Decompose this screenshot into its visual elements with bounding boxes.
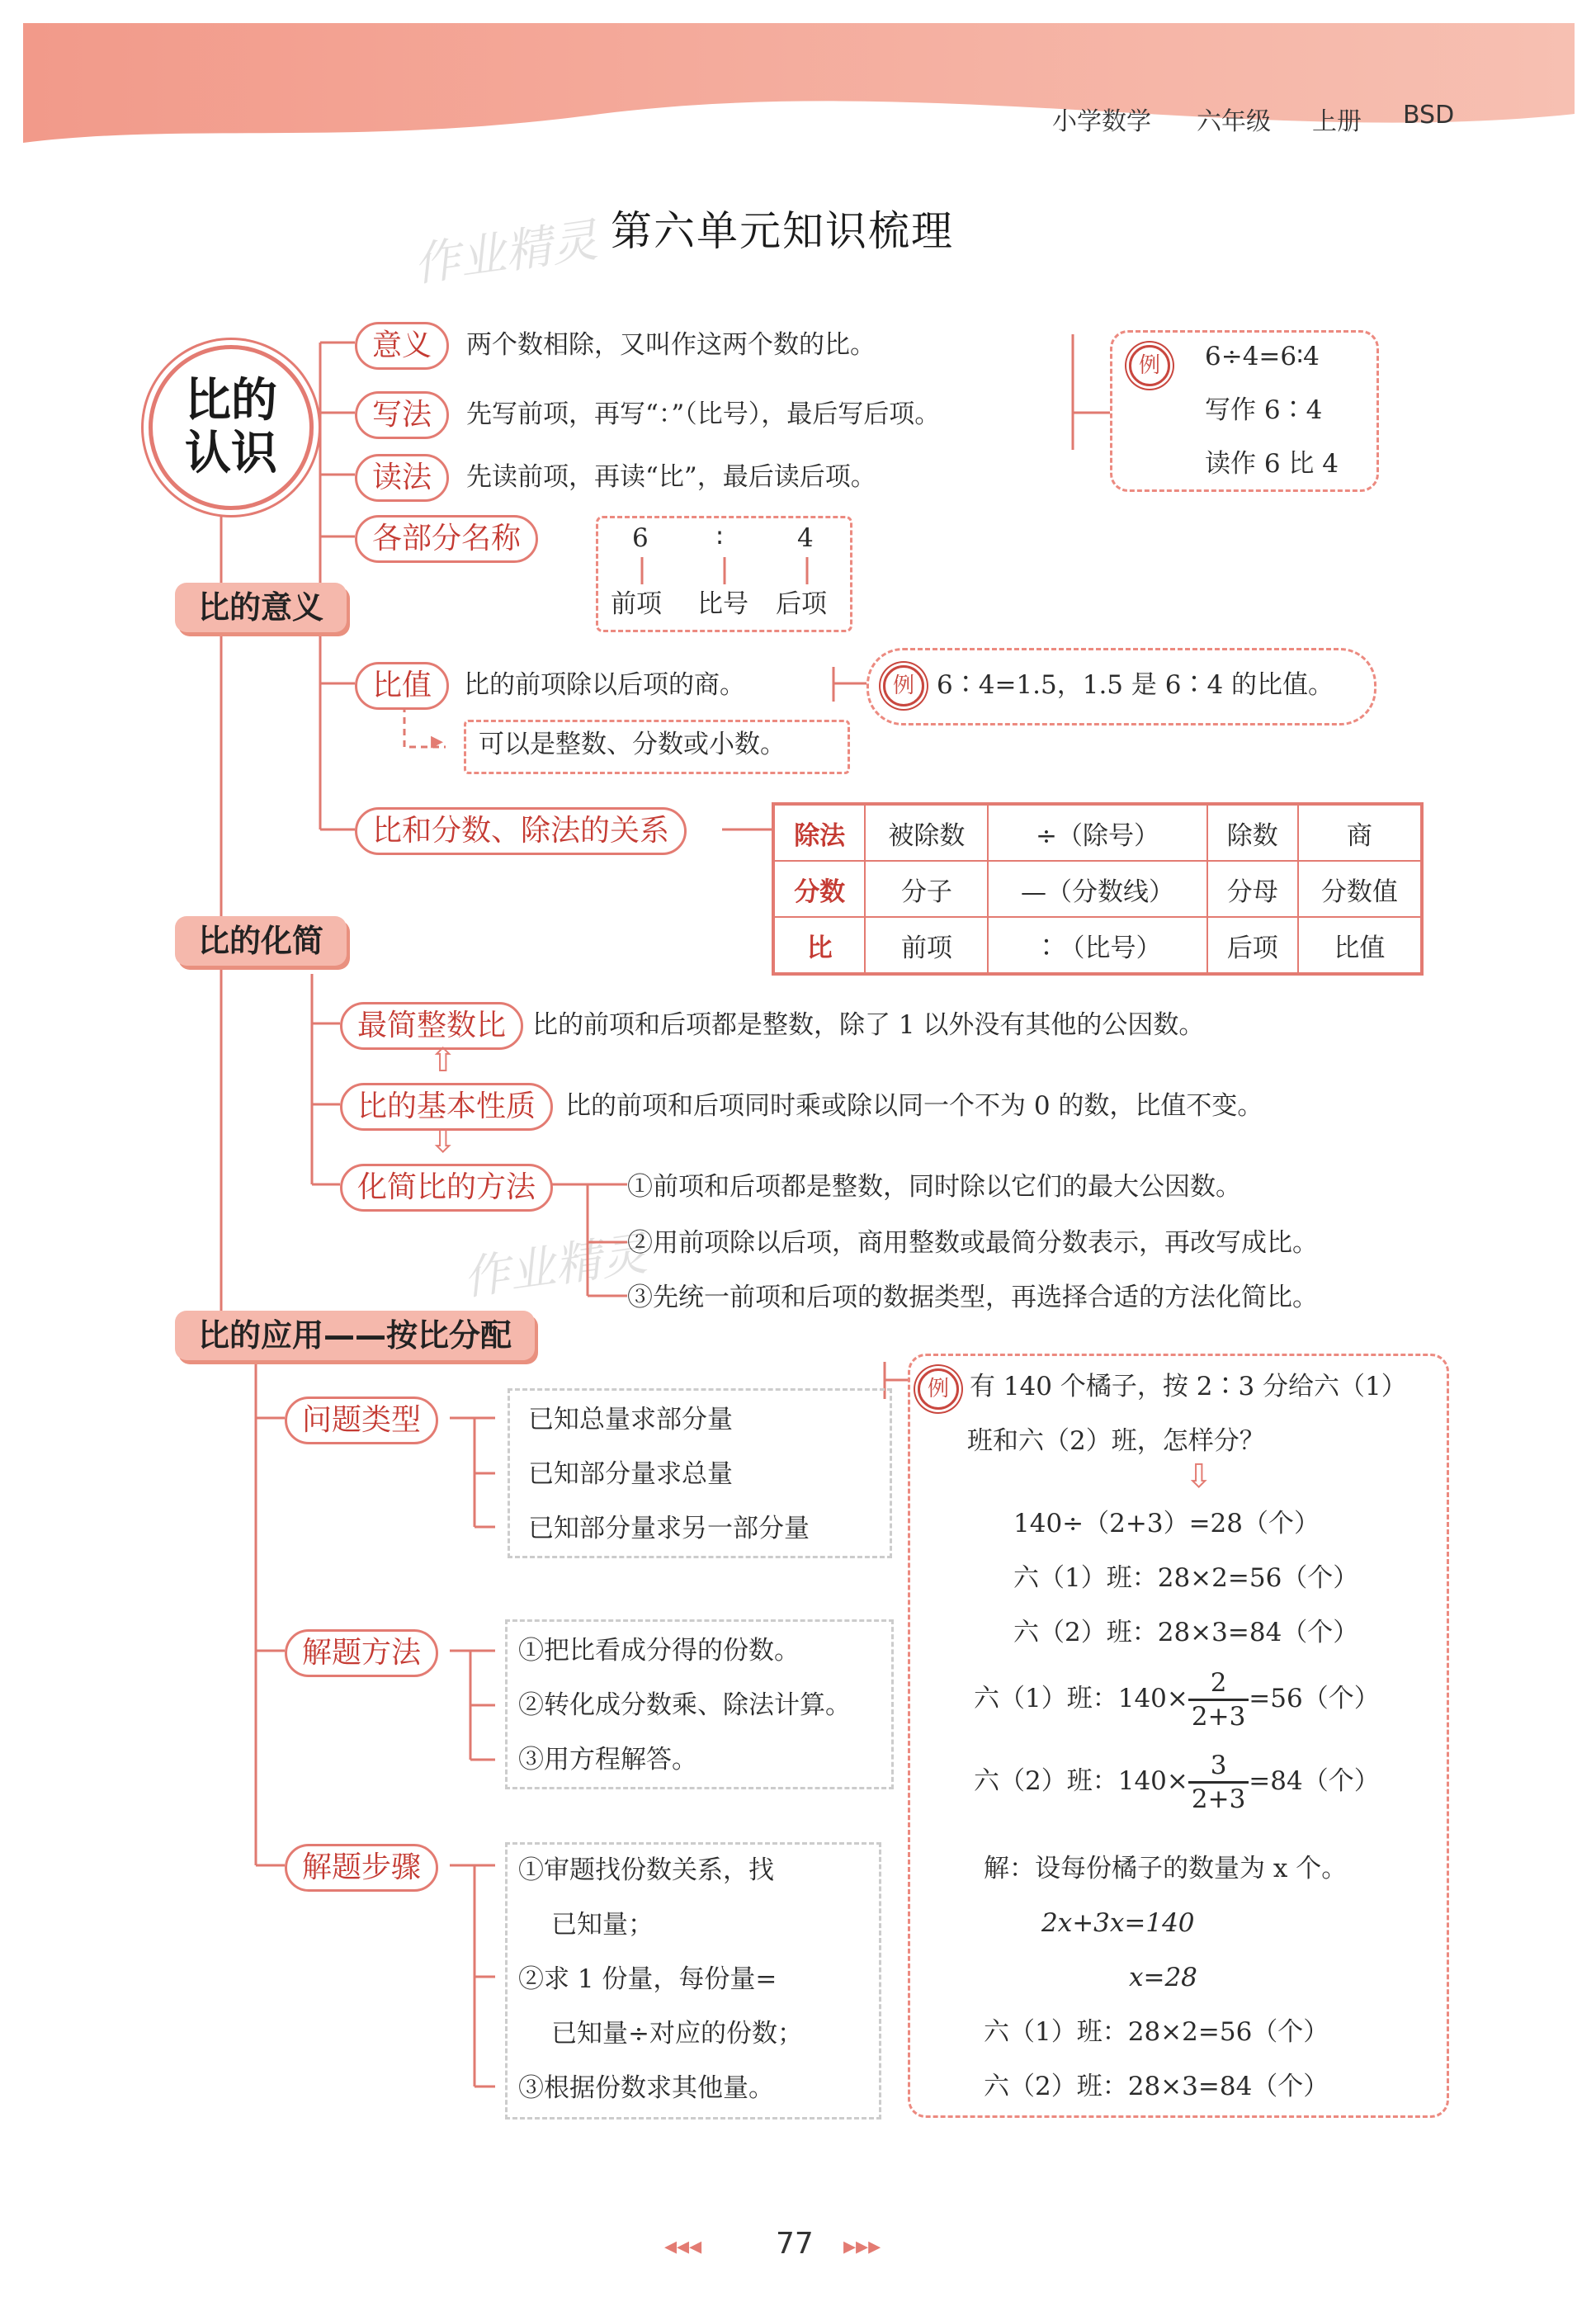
step-2b: 已知量÷对应的份数； bbox=[551, 2019, 803, 2049]
bizhi-note: 可以是整数、分数或小数。 bbox=[479, 730, 786, 759]
app-example-f1 bbox=[974, 1666, 1380, 1732]
table-cell: 被除数 bbox=[865, 804, 988, 861]
table-cell: 分母 bbox=[1207, 861, 1298, 917]
tag-xiefa: 写法 bbox=[355, 391, 449, 439]
parts-colon: ∶ bbox=[716, 523, 724, 553]
arrow-down-icon: ⇩ bbox=[1185, 1458, 1213, 1496]
text-xiefa: 先写前项，再写“：”（比号），最后写后项。 bbox=[466, 399, 941, 429]
app-example-e5: 六（2）班：28×3=84（个） bbox=[984, 2072, 1329, 2101]
f1-post: =56（个） bbox=[1249, 1684, 1380, 1713]
method-2: ②用前项除以后项，商用整数或最简分数表示，再改写成比。 bbox=[627, 1228, 1318, 1258]
table-cell: 分数值 bbox=[1298, 861, 1422, 917]
text-property: 比的前项和后项同时乘或除以同一个不为 0 的数，比值不变。 bbox=[565, 1091, 1263, 1121]
app-example-badge: 例 bbox=[918, 1368, 959, 1410]
f1-num: 2 bbox=[1188, 1667, 1249, 1701]
f1-den: 2+3 bbox=[1191, 1702, 1246, 1732]
step-2a: ②求 1 份量，每份量= bbox=[518, 1964, 777, 1994]
tag-parts: 各部分名称 bbox=[355, 515, 538, 563]
type-1: 已知总量求部分量 bbox=[528, 1405, 733, 1434]
type-3: 已知部分量求另一部分量 bbox=[528, 1514, 810, 1543]
app-example-e1: 解：设每份橘子的数量为 x 个。 bbox=[984, 1854, 1348, 1883]
fraction bbox=[1188, 1750, 1249, 1815]
tag-steps: 解题步骤 bbox=[285, 1844, 438, 1892]
table-row bbox=[773, 861, 1422, 917]
app-example-f2 bbox=[974, 1748, 1380, 1815]
example1-line3: 读作 6 比 4 bbox=[1205, 449, 1339, 479]
unit-circle bbox=[149, 345, 314, 510]
tag-methods: 解题方法 bbox=[285, 1629, 438, 1677]
header-edition: BSD bbox=[1403, 101, 1455, 130]
parts-front-num: 6 bbox=[632, 523, 649, 553]
table-cell: ∶（比号） bbox=[988, 917, 1206, 974]
example1-line2: 写作 6∶4 bbox=[1205, 395, 1323, 425]
f2-pre: 六（2）班：140× bbox=[974, 1766, 1188, 1796]
tag-bizhi: 比值 bbox=[355, 662, 449, 710]
text-simplest: 比的前项和后项都是整数，除了 1 以外没有其他的公因数。 bbox=[532, 1010, 1205, 1040]
page-title: 第六单元知识梳理 bbox=[611, 207, 954, 255]
fraction bbox=[1188, 1667, 1249, 1732]
table-cell: 除法 bbox=[773, 804, 865, 861]
f2-post: =84（个） bbox=[1249, 1766, 1380, 1796]
f2-num: 3 bbox=[1188, 1750, 1249, 1784]
tag-yiyi: 意义 bbox=[355, 322, 449, 370]
watermark-2: 作业精灵 bbox=[460, 1226, 651, 1307]
section-meaning: 比的意义 bbox=[175, 583, 347, 632]
step-3: ③根据份数求其他量。 bbox=[518, 2073, 774, 2103]
table-row bbox=[773, 917, 1422, 974]
page-number: 77 bbox=[776, 2227, 814, 2261]
tag-relation: 比和分数、除法的关系 bbox=[355, 807, 687, 855]
arrow-right-icon: ▸ bbox=[431, 726, 444, 755]
app-method-1: ①把比看成分得的份数。 bbox=[518, 1636, 800, 1666]
table-cell: 比值 bbox=[1298, 917, 1422, 974]
section-simplify: 比的化简 bbox=[175, 916, 347, 966]
table-row bbox=[773, 804, 1422, 861]
relation-table bbox=[772, 802, 1424, 976]
table-cell: 分数 bbox=[773, 861, 865, 917]
table-cell: 后项 bbox=[1207, 917, 1298, 974]
header-volume: 上册 bbox=[1312, 107, 1362, 136]
example1-line1: 6÷4=6∶4 bbox=[1205, 342, 1320, 371]
prev-arrows-icon: ◂◂◂ bbox=[664, 2232, 702, 2261]
header-grade: 六年级 bbox=[1197, 107, 1271, 136]
header-subject: 小学数学 bbox=[1052, 107, 1151, 136]
method-1: ①前项和后项都是整数，同时除以它们的最大公因数。 bbox=[627, 1172, 1241, 1202]
example2-badge: 例 bbox=[883, 665, 924, 707]
next-arrows-icon: ▸▸▸ bbox=[843, 2232, 881, 2261]
tag-types: 问题类型 bbox=[285, 1397, 438, 1444]
table-cell: 除数 bbox=[1207, 804, 1298, 861]
parts-back-label: 后项 bbox=[776, 589, 827, 619]
type-2: 已知部分量求总量 bbox=[528, 1459, 733, 1489]
watermark: 作业精灵 bbox=[410, 213, 602, 293]
table-cell: 商 bbox=[1298, 804, 1422, 861]
app-example-s3: 六（2）班：28×3=84（个） bbox=[1013, 1618, 1359, 1647]
app-example-e2: 2x+3x=140 bbox=[1041, 1908, 1195, 1938]
arrow-down-icon: ⇩ bbox=[429, 1122, 457, 1160]
app-example-q2: 班和六（2）班，怎样分？ bbox=[967, 1426, 1265, 1456]
tag-property: 比的基本性质 bbox=[340, 1083, 553, 1131]
app-example-s1: 140÷（2+3）=28（个） bbox=[1013, 1509, 1320, 1538]
app-example-q1: 有 140 个橘子，按 2∶3 分给六（1） bbox=[970, 1372, 1407, 1401]
arrow-up-icon: ⇧ bbox=[429, 1042, 457, 1080]
app-example-e4: 六（1）班：28×2=56（个） bbox=[984, 2017, 1329, 2047]
tag-dufa: 读法 bbox=[355, 454, 449, 502]
step-1b: 已知量； bbox=[551, 1910, 654, 1940]
text-yiyi: 两个数相除，又叫作这两个数的比。 bbox=[466, 330, 876, 360]
parts-back-num: 4 bbox=[797, 523, 814, 553]
table-cell: ÷（除号） bbox=[988, 804, 1206, 861]
method-3: ③先统一前项和后项的数据类型，再选择合适的方法化简比。 bbox=[627, 1283, 1318, 1312]
example2-text: 6∶4=1.5，1.5 是 6∶4 的比值。 bbox=[937, 670, 1334, 700]
app-example-s2: 六（1）班：28×2=56（个） bbox=[1013, 1563, 1359, 1593]
f1-pre: 六（1）班：140× bbox=[974, 1684, 1188, 1713]
parts-colon-label: 比号 bbox=[697, 589, 748, 619]
app-method-2: ②转化成分数乘、除法计算。 bbox=[518, 1690, 851, 1720]
table-cell: 分子 bbox=[865, 861, 988, 917]
table-cell: 前项 bbox=[865, 917, 988, 974]
text-dufa: 先读前项，再读“比”，最后读后项。 bbox=[466, 462, 876, 492]
step-1a: ①审题找份数关系，找 bbox=[518, 1855, 774, 1885]
tag-method: 化简比的方法 bbox=[340, 1164, 553, 1212]
table-cell: —（分数线） bbox=[988, 861, 1206, 917]
example1-badge: 例 bbox=[1129, 345, 1170, 386]
section-application: 比的应用——按比分配 bbox=[175, 1311, 535, 1360]
f2-den: 2+3 bbox=[1191, 1784, 1246, 1814]
app-method-3: ③用方程解答。 bbox=[518, 1745, 697, 1775]
circle-title: 比的认识 bbox=[185, 374, 277, 480]
app-example-e3: x=28 bbox=[1129, 1963, 1197, 1992]
app-example-box bbox=[908, 1354, 1449, 2118]
tag-simplest: 最简整数比 bbox=[340, 1002, 523, 1050]
text-bizhi: 比的前项除以后项的商。 bbox=[464, 670, 745, 700]
table-cell: 比 bbox=[773, 917, 865, 974]
parts-front-label: 前项 bbox=[611, 589, 662, 619]
